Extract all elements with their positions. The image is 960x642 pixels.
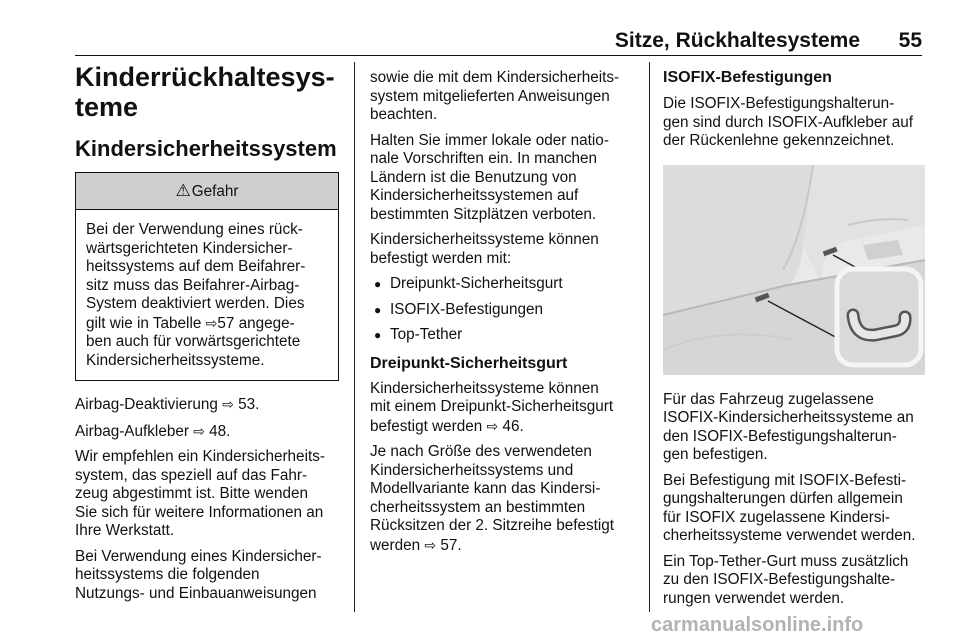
- bullet-dot-icon: ●: [374, 302, 382, 317]
- list-item: [370, 275, 638, 294]
- list-item-label: Top-Tether: [390, 326, 463, 343]
- list-item-label: Dreipunkt-Sicherheitsgurt: [390, 275, 563, 292]
- watermark: carmanualsonline.info: [651, 614, 864, 636]
- seat-positions-page: 57.: [440, 536, 462, 554]
- paragraph-regulations: Halten Sie immer lokale oder natio- nale Vorschriften ein. In manchen Ländern ist die Benutzung von Kindersicherheitssystemen auf bestimmten Sitzplätzen verboten.: [370, 131, 609, 223]
- seat-positions-text: Je nach Größe des verwendeten Kindersicherheitssystems und Modellvariante kann das Kindersi- cherheitssystem an bestimmten Rücksitzen der 2. Sitzreihe befestigt werden: [370, 443, 615, 554]
- airbag-label-text: Airbag-Aufkleber: [75, 422, 194, 440]
- paragraph-recommendation: Wir empfehlen ein Kindersicherheits- system, das speziell auf das Fahr- zeug abgestimmt ist. Bitte wenden Sie sich für weitere Informationen an Ihre Werkstatt.: [75, 448, 325, 539]
- paragraph-universal-isofix: Bei Befestigung mit ISOFIX-Befesti- gungshalterungen dürfen allgemein für ISOFIX zugelassene Kindersi- cherheitssysteme verwendet werden.: [663, 471, 916, 544]
- list-item-label: ISOFIX-Befestigungen: [390, 300, 544, 318]
- danger-text-part-1: Bei der Verwendung eines rück- wärtsgerichteten Kindersicher- heitssystems auf dem Beifahrer- sitz muss das Beifahrer-Airbag- System deaktiviert werden. Dies gilt wie in Tabelle: [86, 221, 306, 332]
- left-column: [75, 58, 343, 610]
- danger-label: Gefahr: [191, 183, 239, 200]
- chapter-title: Kinderrückhaltesys- teme: [75, 62, 335, 122]
- airbag-deactivation-page: 53.: [238, 396, 260, 413]
- paragraph-instructions-start: Bei Verwendung eines Kindersicher- heitssystems die folgenden Nutzungs- und Einbauanweisungen: [75, 547, 322, 602]
- three-point-belt-text: Kindersicherheitssysteme können mit einem Dreipunkt-Sicherheitsgurt befestigt werden: [370, 379, 614, 435]
- subheading-three-point-belt: Dreipunkt-Sicherheitsgurt: [370, 354, 568, 372]
- fastening-methods-list: [370, 275, 638, 345]
- danger-notice-text: [76, 210, 338, 380]
- paragraph-top-tether: Ein Top-Tether-Gurt muss zusätzlich zu den ISOFIX-Befestigungshalte- rungen verwendet werden.: [663, 552, 909, 607]
- bullet-dot-icon: ●: [374, 277, 382, 291]
- danger-notice: [75, 172, 339, 381]
- paragraph-approved-systems: Für das Fahrzeug zugelassene ISOFIX-Kindersicherheitssysteme an den ISOFIX-Befestigungshalterun- gen befestigen.: [663, 390, 914, 463]
- list-item: [370, 326, 638, 345]
- danger-text-part-2: angege- ben auch für vorwärtsgerichtete Kindersicherheitssysteme.: [86, 314, 301, 369]
- reference-arrow-icon: ⇨: [486, 417, 499, 434]
- paragraph-three-point-belt: [370, 380, 638, 437]
- paragraph-fastening-methods: Kindersicherheitssysteme können befestigt werden mit:: [370, 231, 599, 267]
- running-header-title: Sitze, Rückhaltesysteme: [614, 29, 860, 52]
- bullet-dot-icon: ●: [374, 328, 382, 342]
- column-divider-left: [354, 62, 355, 612]
- right-column: [663, 69, 929, 615]
- middle-column: [370, 69, 638, 562]
- airbag-label-page: 48.: [209, 422, 231, 440]
- header-rule: [75, 55, 922, 56]
- isofix-bracket-illustration: [663, 165, 925, 375]
- three-point-belt-page: 46.: [502, 417, 524, 435]
- warning-triangle-icon: ⚠: [175, 181, 191, 200]
- airbag-deactivation-ref: [75, 395, 343, 415]
- danger-ref-page: 57: [217, 314, 235, 332]
- column-divider-right: [649, 62, 650, 612]
- page-number: 55: [898, 29, 922, 52]
- paragraph-seat-positions: [370, 443, 638, 555]
- reference-arrow-icon: ⇨: [205, 314, 218, 331]
- reference-arrow-icon: ⇨: [193, 422, 205, 439]
- danger-notice-header: [76, 173, 338, 210]
- paragraph-instructions-end: sowie die mit dem Kindersicherheits- system mitgelieferten Anweisungen beachten.: [370, 69, 620, 123]
- airbag-deactivation-text: Airbag-Deaktivierung: [75, 396, 223, 413]
- airbag-label-ref: [75, 422, 343, 442]
- section-title: Kindersicherheitssystem: [75, 136, 337, 161]
- reference-arrow-icon: ⇨: [424, 536, 437, 553]
- paragraph-isofix-labels: Die ISOFIX-Befestigungshalterun- gen sind durch ISOFIX-Aufkleber auf der Rückenlehne gekennzeichnet.: [663, 95, 913, 149]
- reference-arrow-icon: ⇨: [222, 396, 234, 412]
- list-item: [370, 301, 638, 320]
- subheading-isofix: ISOFIX-Befestigungen: [663, 69, 832, 86]
